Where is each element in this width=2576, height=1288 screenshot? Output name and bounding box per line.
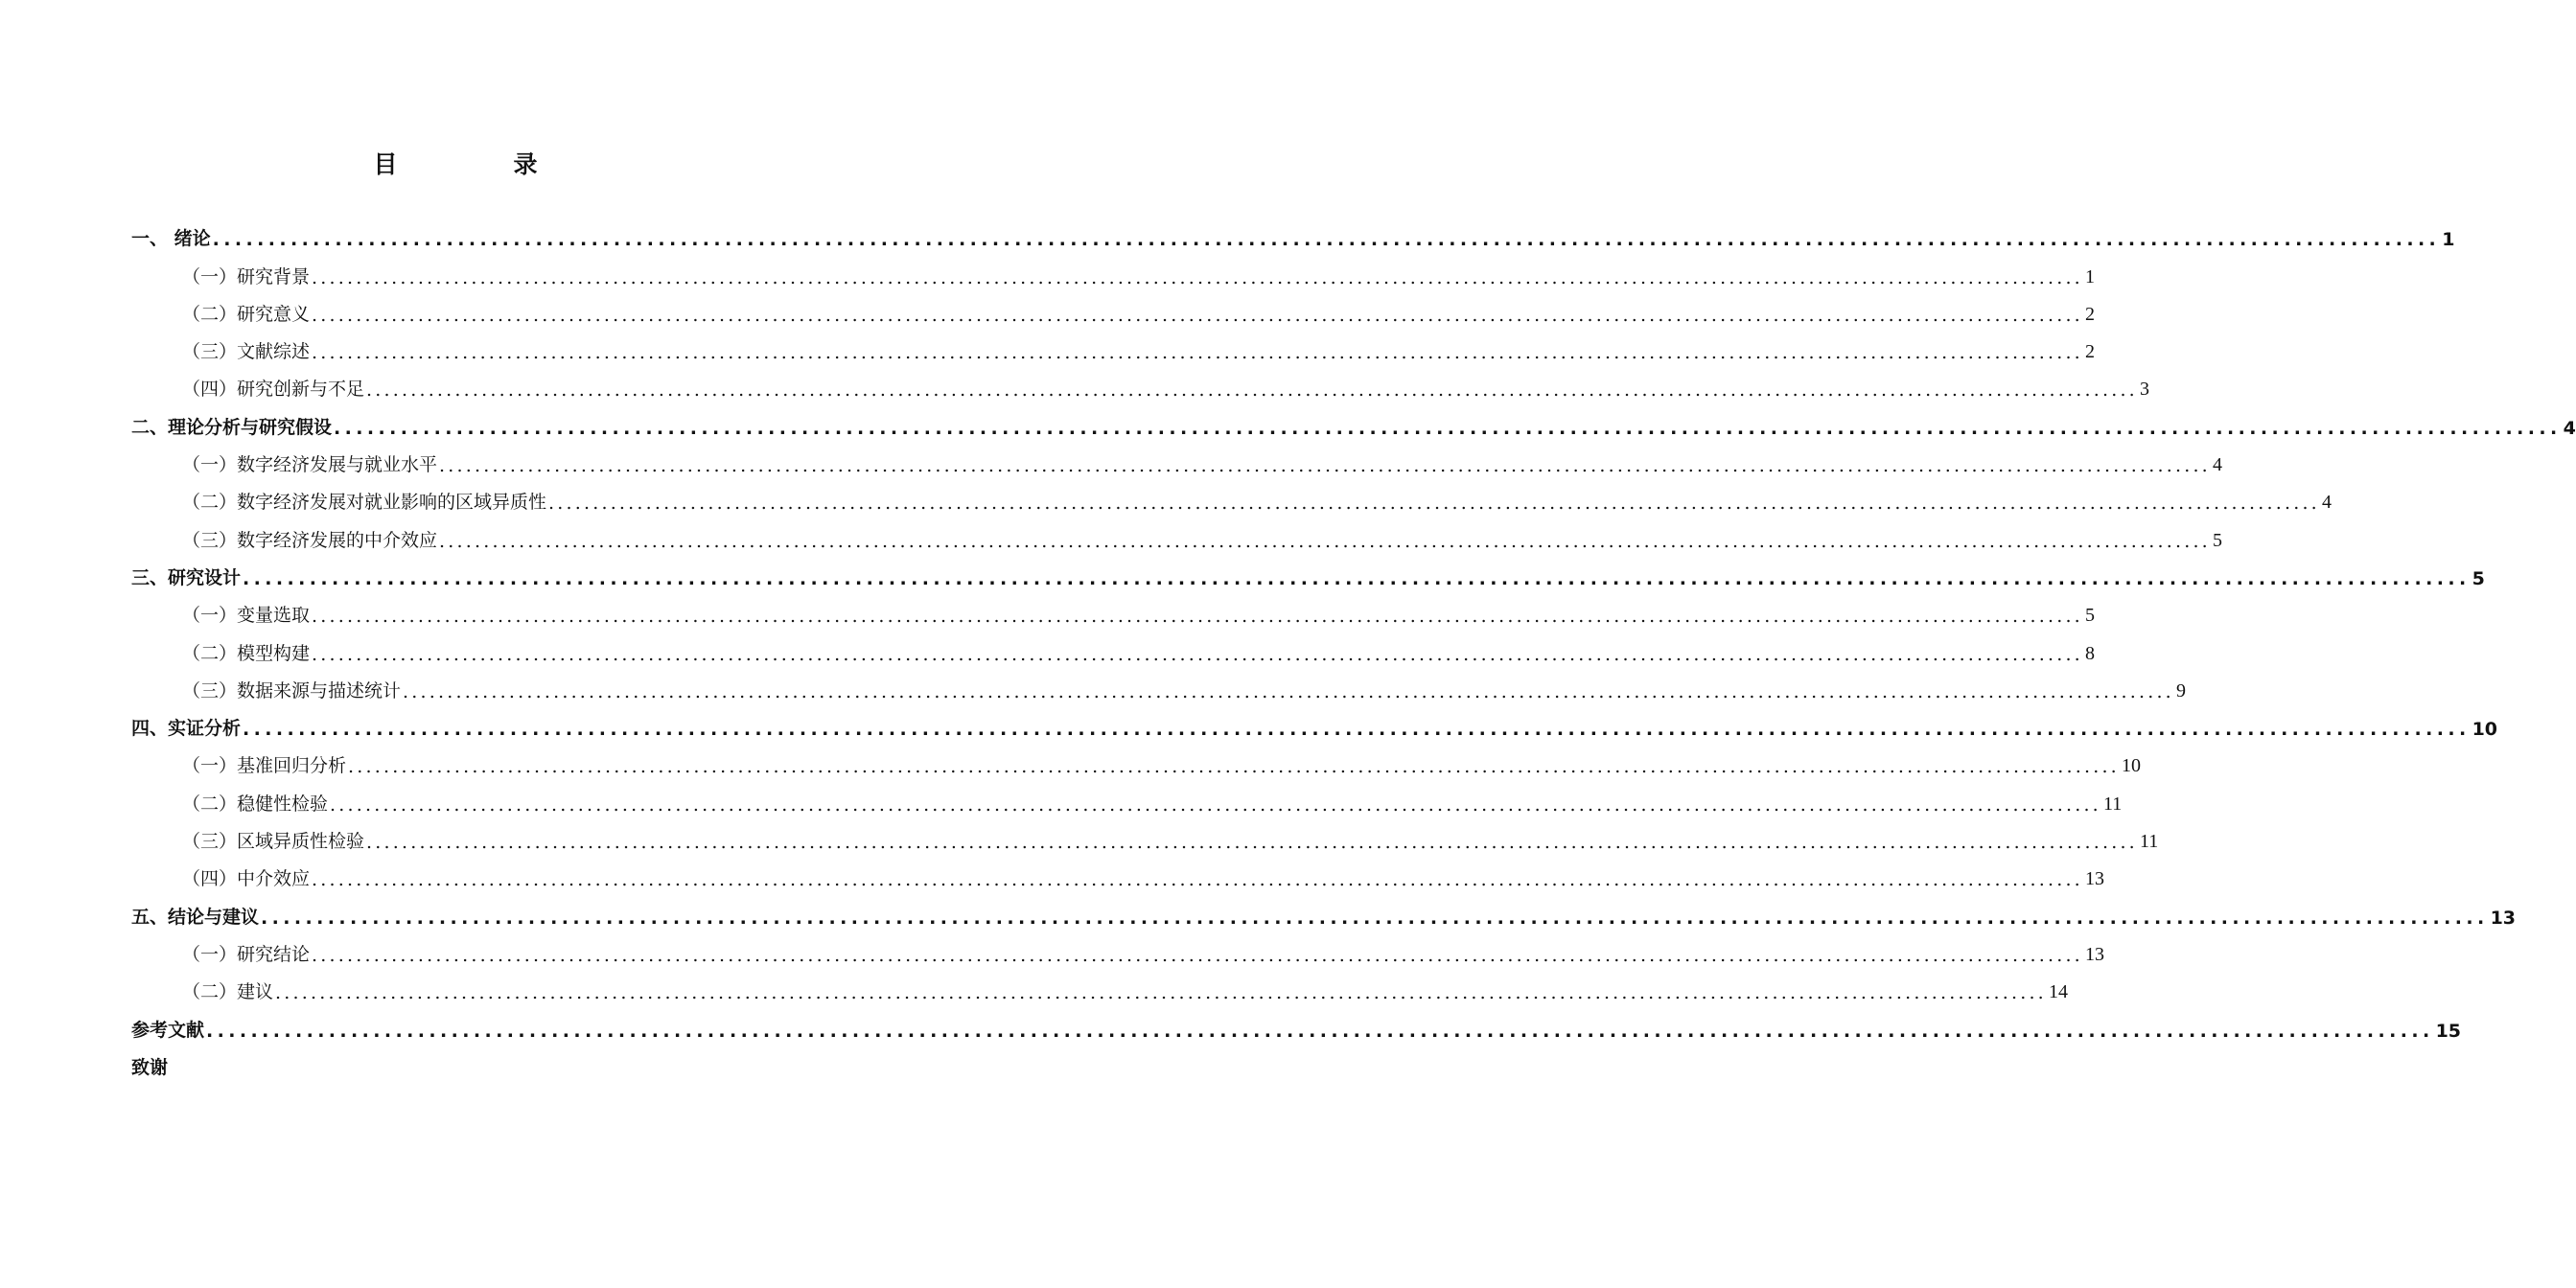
toc-dot-leader: ........................................................................................................................................................................................................ [439,455,2211,477]
toc-entry-label: （二）研究意义 [182,303,311,325]
toc-section-entry[interactable] [0,367,2149,404]
toc-page-number: 14 [2048,981,2068,1003]
toc-dot-leader: ........................................................................................................................................................................................................ [312,342,2083,364]
toc-dot-leader: ........................................................................................................................................................................................................ [312,643,2083,665]
toc-dot-leader: ........................................................................................................................................................................................................ [312,304,2083,326]
toc-dot-leader: ........................................................................................................................................................................................................ [439,530,2211,552]
toc-dot-leader: ........................................................................................................................................................................................................ [212,229,2441,251]
toc-section-entry[interactable] [0,292,2095,330]
toc-entry-label: 四、实证分析 [131,718,242,740]
toc-section-entry[interactable] [0,744,2141,781]
toc-section-entry[interactable] [0,518,2222,555]
toc-dot-leader: ........................................................................................................................................................................................................ [548,493,2320,515]
toc-page-number: 10 [2121,755,2141,777]
toc-page-number: 11 [2102,793,2123,815]
toc-page-number: 3 [2139,379,2149,401]
toc-dot-leader: ........................................................................................................................................................................................................ [403,680,2174,702]
toc-chapter-entry[interactable] [0,894,2517,932]
toc-entry-label: （一）变量选取 [182,605,311,627]
toc-dot-leader: ........................................................................................................................................................................................................ [206,1020,2434,1042]
toc-dot-leader: ........................................................................................................................................................................................................ [366,832,2138,854]
toc-entry-label: （三）数字经济发展的中介效应 [182,529,438,551]
toc-page-number: 1 [2442,229,2455,251]
toc-entry-label: （三）文献综述 [182,341,311,363]
toc-chapter-entry[interactable] [0,404,2576,442]
page-title: 目 录 [373,150,584,178]
toc-section-entry[interactable] [0,669,2186,706]
toc-page-number: 2 [2084,341,2095,363]
toc-entry-label: 二、理论分析与研究假设 [131,416,333,438]
toc-dot-leader: ........................................................................................................................................................................................................ [261,907,2489,929]
toc-chapter-entry[interactable] [0,556,2485,593]
toc-page-number: 15 [2435,1020,2462,1042]
toc-page-number: 2 [2084,303,2095,325]
toc-dot-leader: ........................................................................................................................................................................................................ [348,756,2120,778]
toc-section-entry[interactable] [0,254,2095,291]
toc-entry-label: （三）数据来源与描述统计 [182,679,402,702]
toc-section-entry[interactable] [0,970,2068,1007]
toc-entry-label: （二）数字经济发展对就业影响的区域异质性 [182,492,547,514]
toc-entry-label: （一）基准回归分析 [182,755,347,777]
toc-dot-leader: ........................................................................................................................................................................................................ [243,567,2471,589]
toc-page-number: 9 [2175,679,2186,702]
toc-section-entry[interactable] [0,857,2104,894]
toc-entry-label: （二）建议 [182,981,274,1003]
toc-chapter-entry[interactable] [0,217,2455,254]
toc-page-number: 10 [2472,719,2498,741]
table-of-contents [0,217,2576,1083]
toc-page-number: 13 [2084,943,2104,965]
toc-entry-label: （二）稳健性检验 [182,793,329,815]
toc-entry-label: （三）区域异质性检验 [182,831,365,853]
toc-page-number: 1 [2084,265,2095,288]
toc-entry-label: （一）研究背景 [182,265,311,288]
toc-dot-leader: ........................................................................................................................................................................................................ [243,719,2471,741]
toc-dot-leader: ........................................................................................................................................................................................................ [312,266,2083,288]
toc-entry-label: （四）研究创新与不足 [182,379,365,401]
toc-chapter-entry[interactable] [0,1007,2462,1045]
toc-section-entry[interactable] [0,443,2222,480]
toc-section-entry[interactable] [0,480,2332,518]
toc-chapter-entry[interactable] [0,1046,815,1083]
toc-section-entry[interactable] [0,819,2159,857]
toc-section-entry[interactable] [0,330,2095,367]
toc-page-number: 8 [2084,642,2095,664]
toc-entry-label: 三、研究设计 [131,566,242,588]
toc-page-number: 13 [2490,907,2517,929]
toc-section-entry[interactable] [0,932,2104,970]
toc-dot-leader: ........................................................................................................................................................................................................ [312,869,2083,891]
toc-entry-label: 五、结论与建议 [131,906,260,928]
toc-entry-label: 致谢 [131,1056,169,1078]
toc-page-number: 5 [2212,529,2222,551]
toc-page-number: 5 [2472,567,2485,589]
toc-dot-leader: ........................................................................................................................................................................................................ [366,380,2138,402]
toc-entry-label: 一、 绪论 [131,228,211,250]
toc-entry-label: （一）数字经济发展与就业水平 [182,454,438,476]
toc-section-entry[interactable] [0,593,2095,631]
toc-page-number: 4 [2321,492,2332,514]
toc-entry-label: 参考文献 [131,1019,205,1041]
toc-page-number: 4 [2212,454,2222,476]
toc-entry-label: （四）中介效应 [182,868,311,890]
toc-page-number: 11 [2139,831,2159,853]
toc-page-number: 13 [2084,868,2104,890]
toc-dot-leader: ........................................................................................................................................................................................................ [334,417,2562,439]
toc-page-number: 5 [2084,605,2095,627]
toc-dot-leader: ........................................................................................................................................................................................................ [275,982,2047,1004]
toc-entry-label: （一）研究结论 [182,943,311,965]
toc-dot-leader: ........................................................................................................................................................................................................ [312,606,2083,628]
toc-chapter-entry[interactable] [0,706,2498,744]
toc-dot-leader: ........................................................................................................................................................................................................ [312,944,2083,966]
toc-entry-label: （二）模型构建 [182,642,311,664]
toc-page-number: 4 [2563,417,2576,439]
toc-dot-leader: ........................................................................................................................................................................................................ [330,794,2101,816]
toc-section-entry[interactable] [0,631,2095,668]
toc-section-entry[interactable] [0,781,2123,818]
